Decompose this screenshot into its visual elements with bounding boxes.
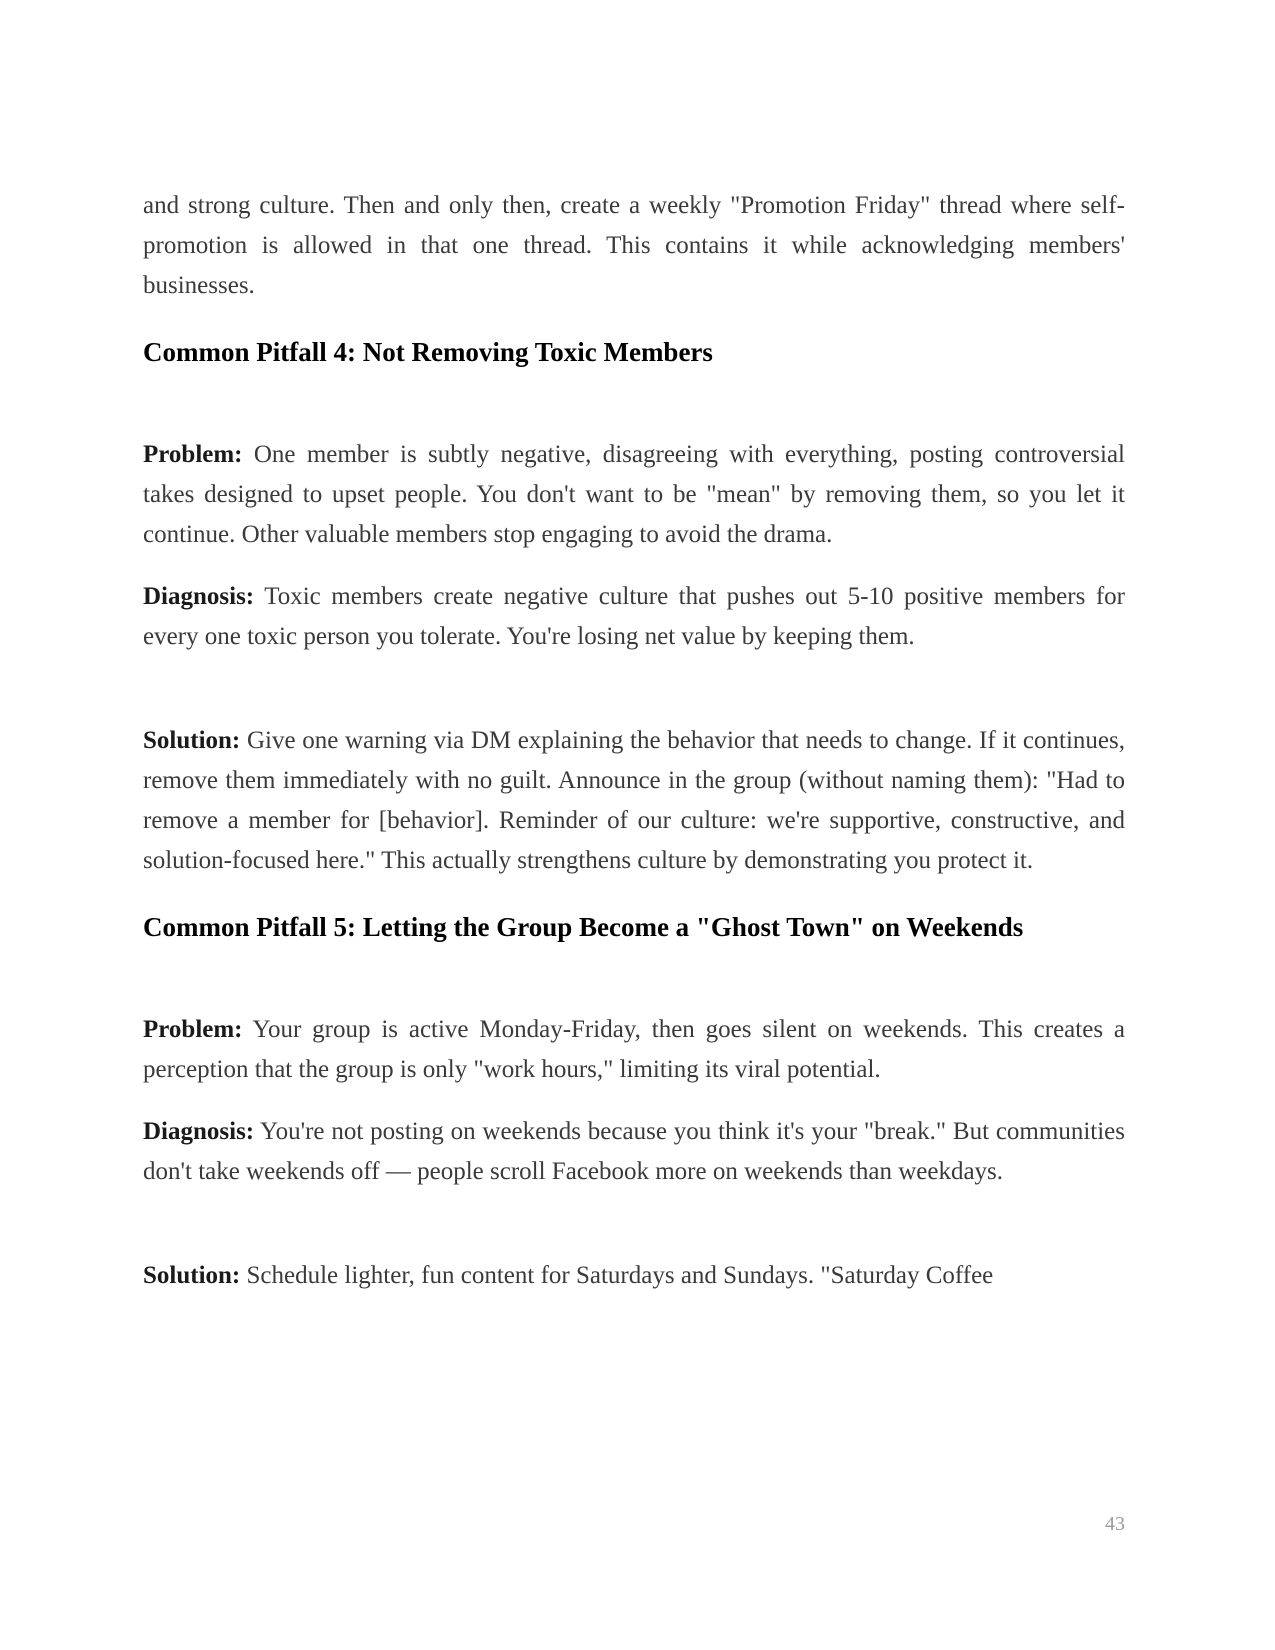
paragraph-problem-4 [143, 435, 1125, 555]
paragraph-diagnosis-5 [143, 1112, 1125, 1192]
paragraph-intro: and strong culture. Then and only then, create a weekly "Promotion Friday" thread where self-promotion is allowed in that one thread. This contains it while acknowledging members' businesses. [143, 192, 1125, 299]
paragraph-diagnosis-4 [143, 577, 1125, 657]
paragraph-solution-4 [143, 721, 1125, 881]
problem-text: One member is subtly negative, disagreeing with everything, posting controversial takes designed to upset people. You don't want to be "mean" by removing them, so you let it continue. Other valuable members stop engaging to avoid the drama. [143, 441, 1125, 548]
problem-label: Problem: [143, 1016, 243, 1043]
page-content [143, 186, 1125, 1318]
problem-label: Problem: [143, 441, 243, 468]
diagnosis-text: You're not posting on weekends because you think it's your "break." But communities don't take weekends off — people scroll Facebook more on weekends than weekdays. [143, 1118, 1125, 1185]
diagnosis-label: Diagnosis: [143, 1118, 255, 1145]
section-pitfall-4 [143, 332, 1125, 881]
page-number: 43 [1105, 1513, 1125, 1535]
solution-text: Schedule lighter, fun content for Saturdays and Sundays. "Saturday Coffee [246, 1262, 994, 1289]
heading-pitfall-4: Common Pitfall 4: Not Removing Toxic Members [143, 337, 713, 367]
section-pitfall-5 [143, 907, 1125, 1296]
diagnosis-label: Diagnosis: [143, 583, 255, 610]
solution-text: Give one warning via DM explaining the behavior that needs to change. If it continues, remove them immediately with no guilt. Announce in the group (without naming them): "Had to remove a member for [behavior]. Reminder of our culture: we're supportive, constructive, and solution-focused here." This actually strengthens culture by demonstrating you protect it. [143, 727, 1125, 874]
diagnosis-text: Toxic members create negative culture that pushes out 5-10 positive members for every one toxic person you tolerate. You're losing net value by keeping them. [143, 583, 1125, 650]
problem-text: Your group is active Monday-Friday, then goes silent on weekends. This creates a perception that the group is only "work hours," limiting its viral potential. [143, 1016, 1125, 1083]
solution-label: Solution: [143, 727, 241, 754]
solution-label: Solution: [143, 1262, 241, 1289]
paragraph-problem-5 [143, 1010, 1125, 1090]
heading-pitfall-5: Common Pitfall 5: Letting the Group Become a "Ghost Town" on Weekends [143, 912, 1024, 942]
paragraph-solution-5 [143, 1256, 1125, 1296]
